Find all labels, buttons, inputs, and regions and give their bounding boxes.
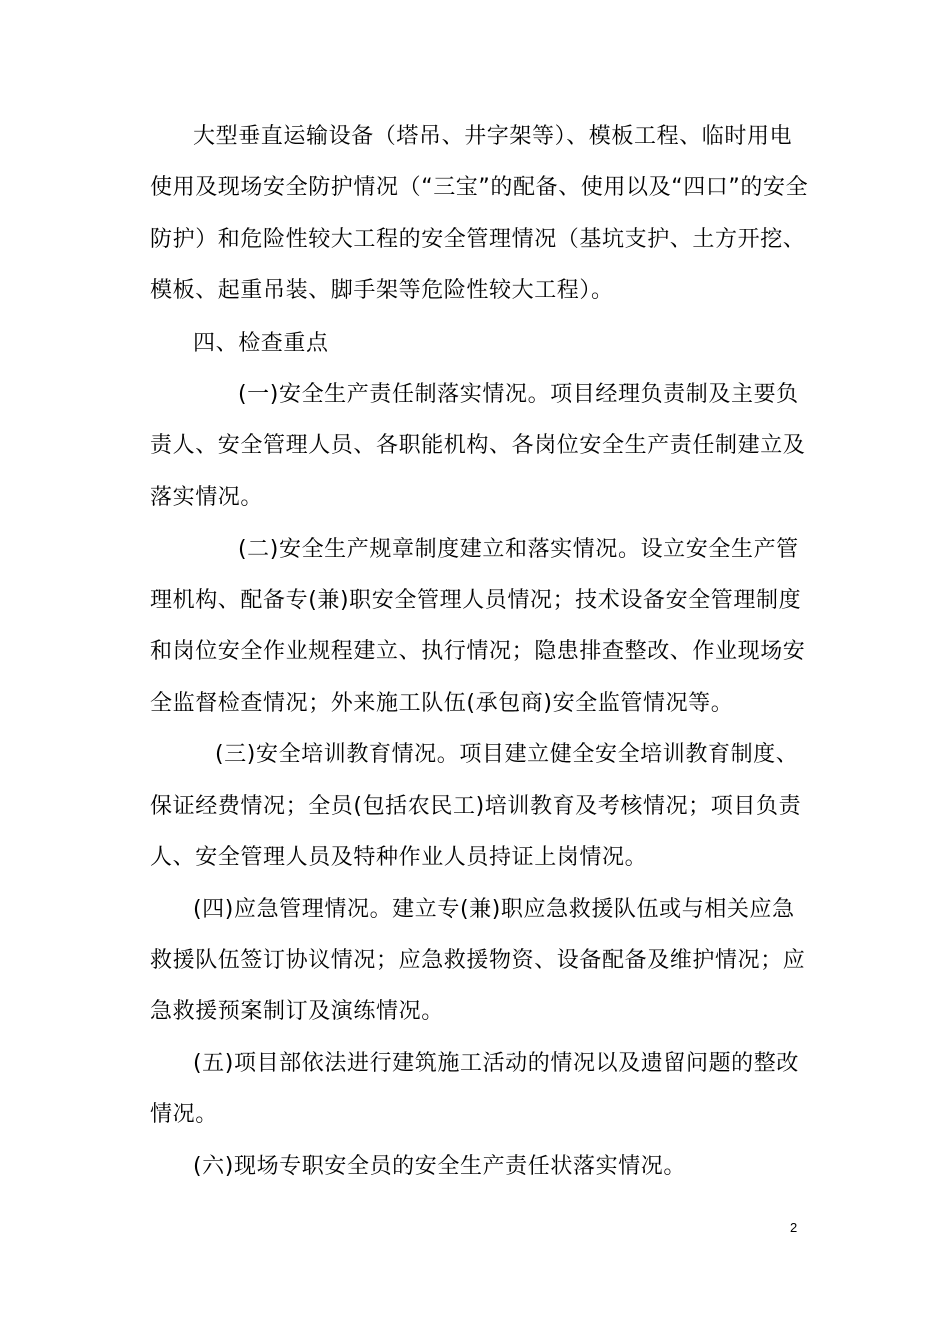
paragraph-6-line-2: 救援队伍签订协议情况；应急救援物资、设备配备及维护情况；应 [150,948,806,973]
paragraph-5-line-1: (三)安全培训教育情况。项目建立健全安全培训教育制度、 [215,742,799,767]
paragraph-1-line-4: 模板、起重吊装、脚手架等危险性较大工程）。 [150,278,614,303]
paragraph-7-line-1: (五)项目部依法进行建筑施工活动的情况以及遗留问题的整改 [193,1051,799,1076]
paragraph-4-line-2: 理机构、配备专(兼)职安全管理人员情况；技术设备安全管理制度 [150,588,802,613]
paragraph-3-line-2: 责人、安全管理人员、各职能机构、各岗位安全生产责任制建立及 [150,433,806,458]
paragraph-5-line-2: 保证经费情况；全员(包括农民工)培训教育及考核情况；项目负责 [150,794,802,819]
paragraph-5-line-3: 人、安全管理人员及特种作业人员持证上岗情况。 [150,845,648,870]
section-heading: 四、检查重点 [193,331,329,356]
paragraph-1-line-2: 使用及现场安全防护情况（“三宝”的配备、使用以及“四口”的安全 [150,175,809,200]
paragraph-1-line-3: 防护）和危险性较大工程的安全管理情况（基坑支护、土方开挖、 [150,227,806,252]
paragraph-6-line-1: (四)应急管理情况。建立专(兼)职应急救援队伍或与相关应急 [193,897,795,922]
page-number: 2 [790,1220,798,1235]
paragraph-4-line-4: 全监督检查情况；外来施工队伍(承包商)安全监管情况等。 [150,691,734,716]
paragraph-3-line-1: (一)安全生产责任制落实情况。项目经理负责制及主要负 [238,382,799,407]
paragraph-1-line-1: 大型垂直运输设备（塔吊、井字架等）、模板工程、临时用电 [193,124,793,149]
paragraph-8-line-1: (六)现场专职安全员的安全生产责任状落实情况。 [193,1154,686,1179]
paragraph-3-line-3: 落实情况。 [150,485,264,510]
paragraph-4-line-1: (二)安全生产规章制度建立和落实情况。设立安全生产管 [238,537,799,562]
paragraph-4-line-3: 和岗位安全作业规程建立、执行情况；隐患排查整改、作业现场安 [150,639,806,664]
paragraph-7-line-2: 情况。 [150,1102,218,1127]
paragraph-6-line-3: 急救援预案制订及演练情况。 [150,999,444,1024]
